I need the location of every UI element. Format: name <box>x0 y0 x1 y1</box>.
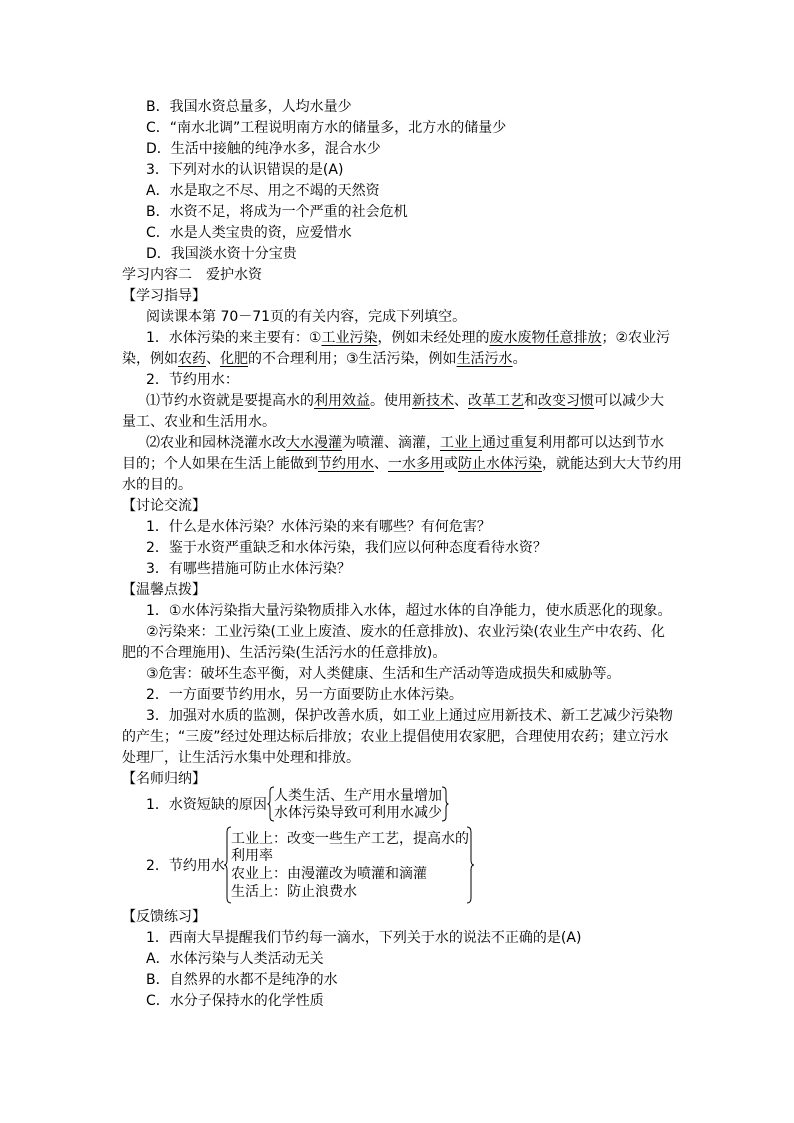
feedback-q1: 1．西南大旱提醒我们节约每一滴水，下列关于水的说法不正确的是(A) <box>146 930 582 946</box>
blank-answer: 一水多用 <box>388 456 444 472</box>
feedback-option-a: A．水体污染与人类活动无关 <box>146 951 324 967</box>
tips-a5-line2: 的产生；“三废”经过处理达标后排放；农业上提倡使用农家肥，合理使用农药；建立污水 <box>122 729 669 745</box>
guide-intro: 阅读课本第 70－71页的有关内容，完成下列填空。 <box>146 309 467 325</box>
q2-option-d: D．生活中接触的纯净水多，混合水少 <box>146 141 381 157</box>
summary-heading: 【名师归纳】 <box>122 771 206 787</box>
blank-answer: 化肥 <box>220 351 248 367</box>
text: ⑴节约水资就是要提高水的 <box>146 393 314 409</box>
text: 可以减少大 <box>594 393 664 409</box>
tips-a5-line3: 处理厂，让生活污水集中处理和排放。 <box>122 750 360 766</box>
guide-p2a-line1 <box>146 391 664 411</box>
feedback-heading: 【反馈练习】 <box>122 909 206 925</box>
text: 染，例如 <box>122 351 178 367</box>
discuss-q1: 1．什么是水体污染？水体污染的来有哪些？有何危害？ <box>146 519 491 535</box>
q3-option-d: D．我国淡水资十分宝贵 <box>146 246 297 262</box>
tips-a4: 2．一方面要节约用水，另一方面要防止水体污染。 <box>146 687 463 703</box>
summary-s2-item: 工业上：改变一些生产工艺，提高水的 <box>231 831 469 847</box>
discuss-q2: 2．鉴于水资严重缺乏和水体污染，我们应以何种态度看待水资？ <box>146 540 547 556</box>
text: 目的；个人如果在生活上能做到 <box>122 456 318 472</box>
text: ，例如未经处理的 <box>377 330 490 346</box>
text: 或 <box>444 456 458 472</box>
text: 、 <box>206 351 220 367</box>
guide-p2b-line3: 水的目的。 <box>122 477 192 493</box>
text: 为喷灌、滴灌， <box>342 435 440 451</box>
blank-answer: 工业上 <box>440 435 482 451</box>
summary-s2-item: 利用率 <box>231 848 273 864</box>
text: ；②农业污 <box>601 330 671 346</box>
text: 的不合理利用；③生活污染，例如 <box>248 351 457 367</box>
tips-a1: 1．①水体污染指大量污染物质排入水体，超过水体的自净能力，使水质恶化的现象。 <box>146 603 672 619</box>
q2-option-b: B．我国水资总量多，人均水量少 <box>146 99 352 115</box>
text: 和 <box>524 393 538 409</box>
guide-p2-title: 2．节约用水： <box>146 372 239 388</box>
blank-answer: 生活污水 <box>456 351 513 367</box>
discuss-heading: 【讨论交流】 <box>122 498 206 514</box>
blank-answer: 防止水体污染 <box>458 456 542 472</box>
blank-answer: 废水废物任意排放 <box>489 330 602 346</box>
summary-s1-item: 人类生活、生产用水量增加 <box>274 788 442 804</box>
text: 1．水体污染的来主要有：① <box>146 330 322 346</box>
summary-s1-item: 水体污染导致可利用水减少 <box>274 805 442 821</box>
q2-option-c: C．“南水北调”工程说明南方水的储量多，北方水的储量少 <box>146 120 507 136</box>
section2-title: 学习内容二 爱护水资 <box>122 267 262 283</box>
q3-option-c: C．水是人类宝贵的资，应爱惜水 <box>146 225 352 241</box>
text: 。使用 <box>370 393 412 409</box>
summary-s2-item: 农业上：由漫灌改为喷灌和滴灌 <box>231 866 427 882</box>
q3-stem: 3．下列对水的认识错误的是(A) <box>146 162 344 178</box>
tips-a2-line1: ②污染来：工业污染(工业上废渣、废水的任意排放)、农业污染(农业生产中农药、化 <box>146 624 665 640</box>
blank-answer: 新技术 <box>412 393 454 409</box>
blank-answer: 利用效益 <box>314 393 370 409</box>
feedback-option-b: B．自然界的水都不是纯净的水 <box>146 972 338 988</box>
guide-p1-line1 <box>146 328 670 348</box>
summary-s2-label: 2．节约用水 <box>146 858 225 874</box>
blank-answer: 节约用水 <box>318 456 374 472</box>
text: ⑵农业和园林浇灌水改 <box>146 435 286 451</box>
blank-answer: 工业污染 <box>321 330 378 346</box>
text: 通过重复利用都可以达到节水 <box>482 435 664 451</box>
tips-a2-line2: 肥的不合理施用)、生活污染(生活污水的任意排放)。 <box>122 645 447 661</box>
guide-p1-line2 <box>122 349 527 369</box>
text: 、 <box>454 393 468 409</box>
blank-answer: 改革工艺 <box>468 393 524 409</box>
blank-answer: 农药 <box>178 351 206 367</box>
tips-heading: 【温馨点拨】 <box>122 582 206 598</box>
text: ，就能达到大大节约用 <box>542 456 682 472</box>
guide-heading: 【学习指导】 <box>122 288 206 304</box>
guide-p2a-line2: 量工、农业和生活用水。 <box>122 414 276 430</box>
text: 。 <box>512 351 527 367</box>
text: 、 <box>374 456 388 472</box>
q3-option-b: B．水资不足，将成为一个严重的社会危机 <box>146 204 408 220</box>
blank-answer: 大水漫灌 <box>286 435 342 451</box>
summary-s1-label: 1．水资短缺的原因 <box>146 797 267 813</box>
q3-option-a: A．水是取之不尽、用之不竭的天然资 <box>146 183 380 199</box>
summary-s2-item: 生活上：防止浪费水 <box>231 884 357 900</box>
tips-a3: ③危害：破坏生态平衡，对人类健康、生活和生产活动等造成损失和威胁等。 <box>146 666 621 682</box>
right-brace-icon <box>441 786 449 822</box>
guide-p2b-line1 <box>146 433 664 453</box>
blank-answer: 改变习惯 <box>538 393 594 409</box>
right-brace-icon <box>466 826 475 904</box>
tips-a5-line1: 3．加强对水质的监测，保护改善水质，如工业上通过应用新技术、新工艺减少污染物 <box>146 708 673 724</box>
guide-p2b-line2 <box>122 454 682 474</box>
feedback-option-c: C．水分子保持水的化学性质 <box>146 993 324 1009</box>
discuss-q3: 3．有哪些措施可防止水体污染？ <box>146 561 351 577</box>
